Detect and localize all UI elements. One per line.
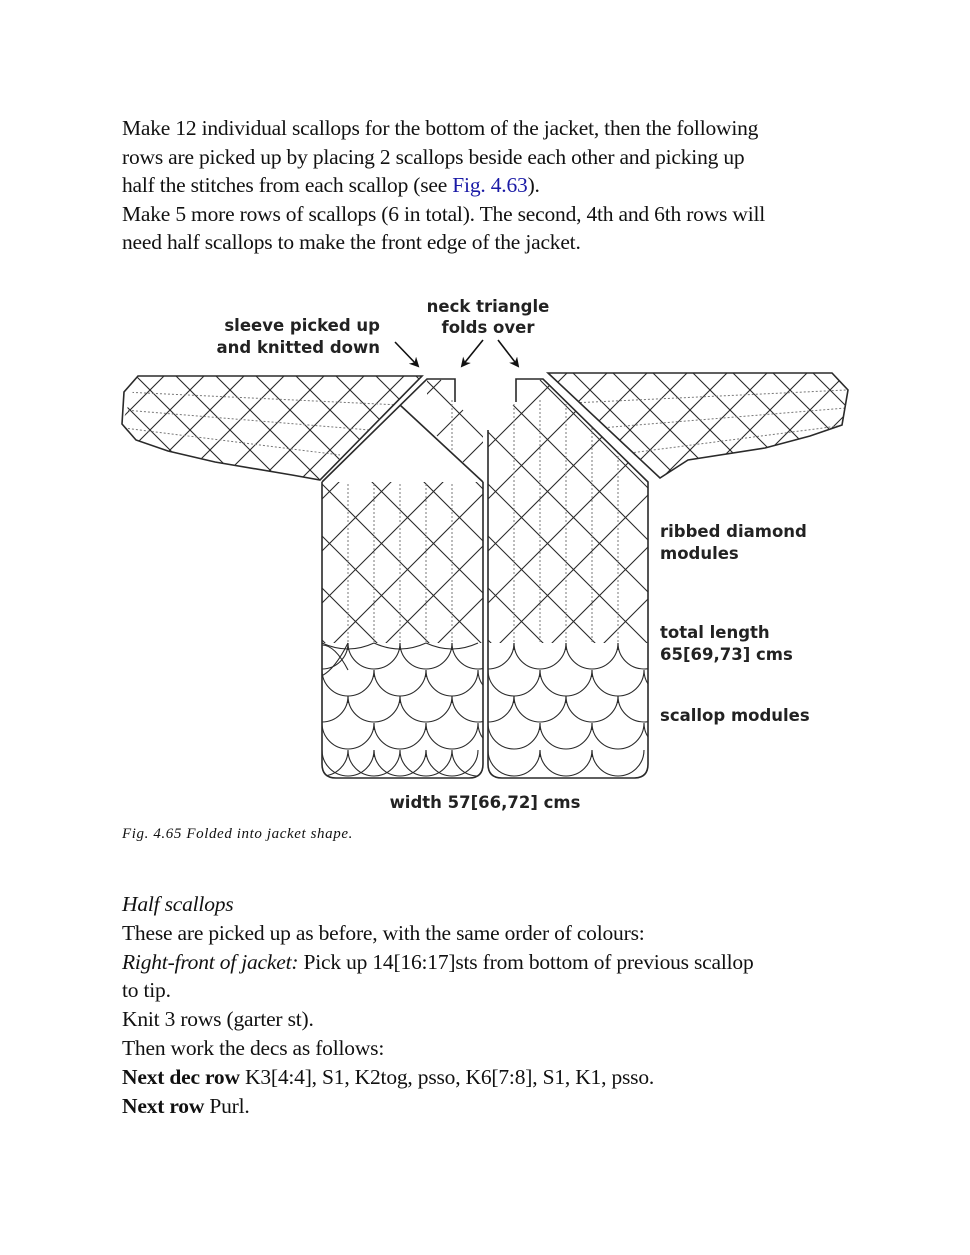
intro-line-1: Make 12 individual scallops for the bottom of the jacket, then the following [122, 116, 759, 140]
intro-line-3-text: half the stitches from each scallop (see [122, 173, 453, 197]
svg-text:folds over: folds over [441, 318, 535, 337]
scallop-label [660, 706, 810, 725]
next-row-text: Purl. [204, 1093, 250, 1118]
next-dec-row-text: K3[4:4], S1, K2tog, psso, K6[7:8], S1, K1, psso. [239, 1064, 655, 1089]
svg-text:neck triangle: neck triangle [426, 297, 550, 316]
half-scallops-line-2 [122, 948, 862, 977]
half-scallops-line-3: to tip. [122, 978, 171, 1003]
half-scallops-line-4: Knit 3 rows (garter st). [122, 1007, 314, 1032]
intro-line-3 [122, 171, 862, 200]
width-label [390, 793, 581, 812]
svg-text:scallop modules: scallop modules [660, 706, 810, 725]
intro-line-4: Make 5 more rows of scallops (6 in total). The second, 4th and 6th rows will [122, 201, 766, 226]
intro-line-5: need half scallops to make the front edge of the jacket. [122, 230, 581, 254]
ribbed-label [660, 522, 807, 563]
arrow-icons [395, 340, 518, 366]
right-diamond-grid [436, 380, 711, 655]
left-diamond-grid [270, 380, 545, 655]
sleeve-label [217, 316, 381, 357]
svg-text:65[69,73] cms: 65[69,73] cms [660, 645, 793, 664]
arrow-neck-right-icon [498, 340, 518, 366]
next-row-label: Next row [122, 1093, 205, 1118]
svg-text:ribbed diamond: ribbed diamond [660, 522, 807, 541]
half-scallops-line-1: These are picked up as before, with the same order of colours: [122, 920, 645, 945]
intro-line-3-end: ). [527, 173, 540, 197]
half-scallops-line-5: Then work the decs as follows: [122, 1035, 385, 1060]
figure-caption: Fig. 4.65 Folded into jacket shape. [122, 826, 353, 842]
half-scallops-section [122, 890, 862, 1120]
half-scallops-heading: Half scallops [122, 892, 234, 916]
intro-paragraph [122, 114, 862, 257]
half-scallops-line-6 [122, 1063, 862, 1092]
intro-line-2: rows are picked up by placing 2 scallops beside each other and picking up [122, 144, 745, 169]
jacket-diagram [0, 280, 970, 820]
right-front-text: Pick up 14[16:17]sts from bottom of previous scallop [298, 949, 754, 974]
neck-label [427, 297, 550, 337]
svg-text:modules: modules [660, 544, 739, 563]
svg-text:total length: total length [660, 623, 770, 642]
length-label [660, 623, 793, 664]
svg-text:width 57[66,72] cms: width 57[66,72] cms [389, 793, 581, 812]
svg-text:sleeve picked up: sleeve picked up [224, 316, 380, 335]
right-front-label: Right-front of jacket: [122, 949, 299, 974]
fig-4-63-link[interactable]: Fig. 4.63 [452, 173, 528, 197]
svg-text:and knitted down: and knitted down [216, 338, 380, 357]
half-scallops-line-7 [122, 1092, 862, 1121]
next-dec-row-label: Next dec row [122, 1064, 240, 1089]
arrow-neck-left-icon [462, 340, 483, 366]
arrow-sleeve-icon [395, 342, 418, 366]
